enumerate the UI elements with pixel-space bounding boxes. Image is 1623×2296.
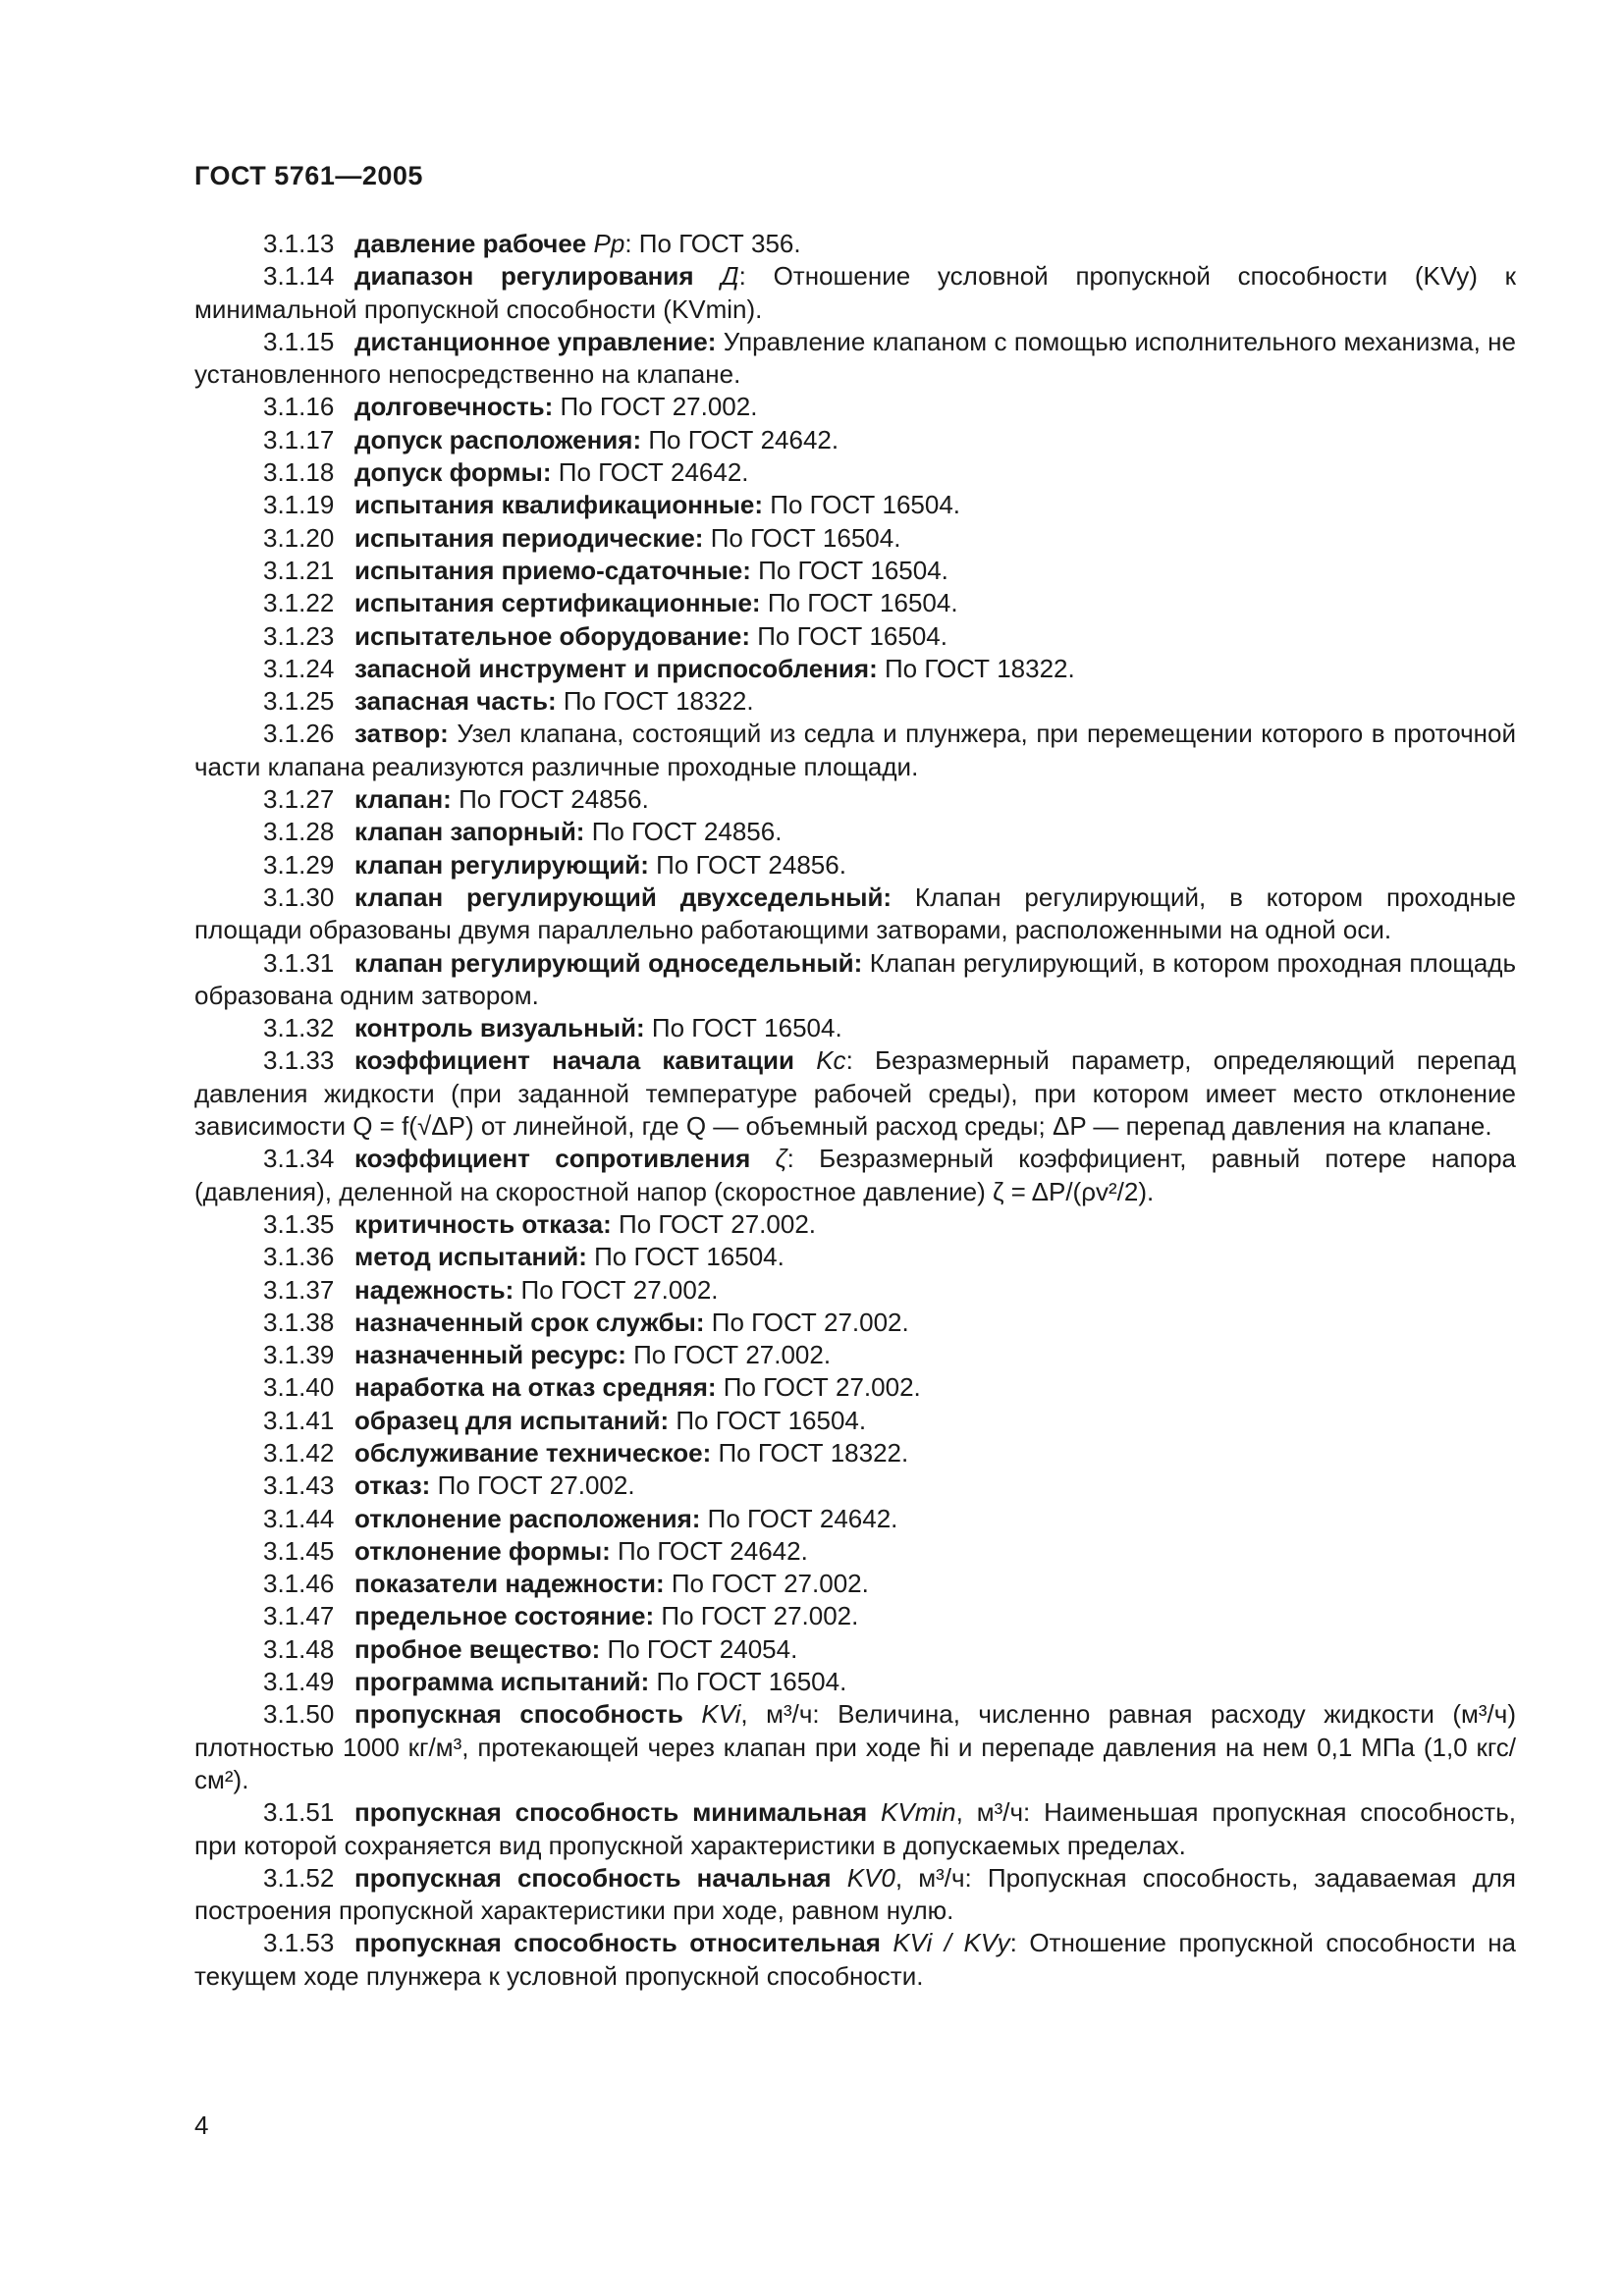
- standard-header: ГОСТ 5761—2005: [194, 161, 423, 190]
- entry-definition: По ГОСТ 24054.: [600, 1633, 798, 1664]
- entry-number: 3.1.40: [263, 1372, 335, 1403]
- entry-symbol: KVmin: [881, 1797, 956, 1828]
- entry-number: 3.1.27: [263, 784, 335, 815]
- definition-entry: [194, 653, 1516, 685]
- entry-symbol: ζ: [775, 1144, 787, 1174]
- entry-number: 3.1.33: [263, 1045, 335, 1076]
- definition-entry: [194, 1469, 1516, 1502]
- entry-number: 3.1.43: [263, 1470, 335, 1501]
- entry-definition: , м³/ч: Величина, численно равная расходу жидкости (м³/ч) плотностью 1000 кг/м³, протекающей через клапан при ходе h̄i и перепаде давления на нем 0,1 МПа (1,0 кгс/см²).: [194, 1699, 1516, 1794]
- entry-term: клапан:: [354, 784, 452, 815]
- entry-term: испытания квалификационные:: [354, 490, 764, 520]
- definitions-list: [194, 228, 1516, 1993]
- entry-definition: По ГОСТ 24642.: [641, 424, 839, 454]
- entry-number: 3.1.53: [263, 1928, 335, 1958]
- entry-definition: По ГОСТ 27.002.: [716, 1372, 921, 1403]
- entry-term: дистанционное управление:: [354, 326, 717, 356]
- entry-definition: : Отношение условной пропускной способности (KVy) к минимальной пропускной способности (KVmin).: [194, 261, 1516, 324]
- entry-number: 3.1.42: [263, 1437, 335, 1468]
- entry-term: испытания приемо-сдаточные:: [354, 555, 751, 585]
- entry-number: 3.1.50: [263, 1699, 335, 1730]
- definition-entry: [194, 1600, 1516, 1632]
- entry-term: контроль визуальный:: [354, 1013, 645, 1043]
- definition-entry: [194, 228, 1516, 260]
- definition-entry: [194, 1143, 1516, 1208]
- entry-number: 3.1.49: [263, 1667, 335, 1697]
- entry-term: показатели надежности:: [354, 1569, 665, 1599]
- entry-symbol: KVi / KVy: [893, 1928, 1010, 1958]
- entry-term: пробное вещество:: [354, 1633, 601, 1664]
- definition-entry: [194, 685, 1516, 718]
- definition-entry: [194, 1666, 1516, 1698]
- entry-definition: По ГОСТ 24856.: [451, 784, 649, 815]
- entry-definition: Клапан регулирующий, в котором проходные площади образованы двумя параллельно работающими затворами, расположенными на одной оси.: [194, 881, 1516, 945]
- definition-entry: [194, 783, 1516, 816]
- entry-number: 3.1.18: [263, 457, 335, 488]
- entry-definition: По ГОСТ 27.002.: [664, 1569, 869, 1599]
- definition-entry: [194, 522, 1516, 555]
- entry-number: 3.1.17: [263, 424, 335, 454]
- page-number: 4: [194, 2110, 209, 2140]
- definition-entry: [194, 489, 1516, 521]
- entry-definition: По ГОСТ 16504.: [703, 522, 901, 553]
- definition-entry: [194, 456, 1516, 489]
- entry-term: долговечность:: [354, 392, 554, 422]
- entry-term: отказ:: [354, 1470, 431, 1501]
- entry-symbol: Д: [721, 261, 739, 292]
- entry-definition: По ГОСТ 16504.: [760, 588, 958, 618]
- entry-term: критичность отказа:: [354, 1208, 612, 1239]
- entry-term: программа испытаний:: [354, 1667, 650, 1697]
- entry-number: 3.1.46: [263, 1569, 335, 1599]
- entry-definition: По ГОСТ 16504.: [669, 1405, 867, 1435]
- definition-entry: [194, 1012, 1516, 1044]
- definition-entry: [194, 1568, 1516, 1600]
- entry-number: 3.1.45: [263, 1535, 335, 1566]
- entry-definition: По ГОСТ 27.002.: [611, 1208, 816, 1239]
- entry-definition: : Безразмерный параметр, определяющий перепад давления жидкости (при заданной температуре рабочей среды), при котором имеет место отклонение зависимости Q = f(√ΔP) от линейной, где Q — объемный расход среды; ΔP — перепад давления на клапане.: [194, 1045, 1516, 1142]
- entry-definition: , м³/ч: Наименьшая пропускная способность, при которой сохраняется вид пропускной характеристики в допускаемых пределах.: [194, 1797, 1516, 1860]
- entry-term: наработка на отказ средняя:: [354, 1372, 717, 1403]
- entry-number: 3.1.47: [263, 1601, 335, 1631]
- entry-term: давление рабочее: [354, 229, 587, 258]
- entry-symbol: Pр: [593, 229, 625, 258]
- entry-number: 3.1.29: [263, 849, 335, 880]
- entry-definition: По ГОСТ 27.002.: [625, 1340, 832, 1370]
- entry-term: предельное состояние:: [354, 1601, 655, 1631]
- entry-definition: , м³/ч: Пропускная способность, задаваемая для построения пропускной характеристики при ходе, равном нулю.: [194, 1862, 1516, 1926]
- entry-number: 3.1.13: [263, 229, 335, 258]
- entry-symbol: KVi: [701, 1699, 741, 1730]
- entry-number: 3.1.35: [263, 1208, 335, 1239]
- definition-entry: [194, 620, 1516, 653]
- definition-entry: [194, 1796, 1516, 1862]
- entry-definition: По ГОСТ 24642.: [700, 1503, 898, 1533]
- entry-definition: По ГОСТ 24856.: [584, 817, 783, 847]
- entry-term: пропускная способность относительная: [354, 1928, 881, 1958]
- definition-entry: [194, 391, 1516, 423]
- entry-term: коэффициент начала кавитации: [354, 1045, 794, 1076]
- definition-entry: [194, 555, 1516, 587]
- entry-term: отклонение формы:: [354, 1535, 611, 1566]
- entry-definition: Управление клапаном с помощью исполнительного механизма, не установленного непосредственно на клапане.: [194, 326, 1516, 390]
- entry-term: испытательное оборудование:: [354, 620, 750, 651]
- entry-term: пропускная способность минимальная: [354, 1797, 868, 1828]
- entry-term: затвор:: [354, 719, 449, 749]
- entry-definition: По ГОСТ 27.002.: [514, 1274, 719, 1305]
- definition-entry: [194, 849, 1516, 881]
- definition-entry: [194, 1535, 1516, 1568]
- entry-definition: По ГОСТ 16504.: [649, 1667, 847, 1697]
- entry-definition: По ГОСТ 16504.: [749, 620, 947, 651]
- entry-term: испытания сертификационные:: [354, 588, 761, 618]
- entry-number: 3.1.20: [263, 522, 335, 553]
- definition-entry: [194, 326, 1516, 392]
- entry-number: 3.1.25: [263, 686, 335, 717]
- entry-term: образец для испытаний:: [354, 1405, 670, 1435]
- entry-definition: По ГОСТ 18322.: [877, 653, 1075, 683]
- entry-symbol: Kс: [816, 1045, 846, 1076]
- entry-number: 3.1.23: [263, 620, 335, 651]
- entry-term: надежность:: [354, 1274, 514, 1305]
- definition-entry: [194, 1698, 1516, 1796]
- entry-number: 3.1.22: [263, 588, 335, 618]
- entry-term: диапазон регулирования: [354, 261, 694, 292]
- definition-entry: [194, 816, 1516, 848]
- entry-definition: По ГОСТ 27.002.: [704, 1307, 909, 1337]
- entry-term: метод испытаний:: [354, 1242, 587, 1272]
- definition-entry: [194, 1339, 1516, 1371]
- entry-number: 3.1.28: [263, 817, 335, 847]
- definition-entry: [194, 260, 1516, 326]
- definition-entry: [194, 718, 1516, 783]
- entry-term: допуск формы:: [354, 457, 552, 488]
- entry-symbol: KV0: [846, 1862, 895, 1893]
- entry-term: назначенный срок службы:: [354, 1307, 705, 1337]
- entry-definition: По ГОСТ 24642.: [551, 457, 749, 488]
- entry-number: 3.1.37: [263, 1274, 335, 1305]
- entry-definition: : По ГОСТ 356.: [624, 229, 801, 258]
- definition-entry: [194, 947, 1516, 1013]
- entry-definition: : Безразмерный коэффициент, равный потере напора (давления), деленной на скоростной напор (скоростное давление) ζ = ΔP/(ρv²/2).: [194, 1144, 1516, 1206]
- entry-number: 3.1.44: [263, 1503, 335, 1533]
- entry-number: 3.1.51: [263, 1797, 335, 1828]
- entry-definition: По ГОСТ 16504.: [750, 555, 948, 585]
- entry-definition: По ГОСТ 27.002.: [654, 1601, 859, 1631]
- entry-number: 3.1.36: [263, 1242, 335, 1272]
- entry-term: отклонение расположения:: [354, 1503, 701, 1533]
- entry-number: 3.1.24: [263, 653, 335, 683]
- entry-definition: Узел клапана, состоящий из седла и плунжера, при перемещении которого в проточной части клапана реализуются различные проходные площади.: [194, 719, 1516, 781]
- entry-definition: По ГОСТ 18322.: [556, 686, 754, 717]
- entry-number: 3.1.15: [263, 326, 335, 356]
- definition-entry: [194, 1044, 1516, 1143]
- entry-number: 3.1.39: [263, 1340, 335, 1370]
- entry-definition: По ГОСТ 24856.: [648, 849, 846, 880]
- entry-term: обслуживание техническое:: [354, 1437, 712, 1468]
- definition-entry: [194, 1371, 1516, 1404]
- entry-term: коэффициент сопротивления: [354, 1144, 751, 1174]
- definition-entry: [194, 424, 1516, 456]
- entry-definition: : Отношение пропускной способности на текущем ходе плунжера к условной пропускной способности.: [194, 1928, 1517, 1991]
- entry-number: 3.1.32: [263, 1013, 335, 1043]
- definition-entry: [194, 1241, 1516, 1273]
- entry-number: 3.1.30: [263, 881, 335, 912]
- definition-entry: [194, 881, 1516, 947]
- definition-entry: [194, 1633, 1516, 1666]
- entry-definition: По ГОСТ 16504.: [763, 490, 961, 520]
- entry-number: 3.1.21: [263, 555, 335, 585]
- entry-term: клапан регулирующий:: [354, 849, 649, 880]
- entry-definition: По ГОСТ 27.002.: [430, 1470, 635, 1501]
- entry-number: 3.1.14: [263, 261, 335, 292]
- entry-definition: По ГОСТ 27.002.: [553, 392, 758, 422]
- entry-number: 3.1.19: [263, 490, 335, 520]
- entry-term: допуск расположения:: [354, 424, 642, 454]
- entry-term: запасная часть:: [354, 686, 557, 717]
- entry-definition: По ГОСТ 24642.: [610, 1535, 808, 1566]
- definition-entry: [194, 1503, 1516, 1535]
- definition-entry: [194, 1862, 1516, 1928]
- entry-term: испытания периодические:: [354, 522, 704, 553]
- entry-number: 3.1.34: [263, 1144, 335, 1174]
- entry-number: 3.1.52: [263, 1862, 335, 1893]
- entry-term: клапан запорный:: [354, 817, 585, 847]
- entry-number: 3.1.38: [263, 1307, 335, 1337]
- entry-definition: По ГОСТ 16504.: [644, 1013, 842, 1043]
- entry-term: пропускная способность начальная: [354, 1862, 832, 1893]
- entry-term: пропускная способность: [354, 1699, 683, 1730]
- entry-term: назначенный ресурс:: [354, 1340, 626, 1370]
- entry-number: 3.1.16: [263, 392, 335, 422]
- entry-term: клапан регулирующий односедельный:: [354, 947, 863, 978]
- entry-definition: Клапан регулирующий, в котором проходная площадь образована одним затвором.: [194, 947, 1516, 1010]
- definition-entry: [194, 1208, 1516, 1241]
- definition-entry: [194, 1274, 1516, 1307]
- entry-number: 3.1.41: [263, 1405, 335, 1435]
- entry-definition: По ГОСТ 18322.: [711, 1437, 909, 1468]
- entry-definition: По ГОСТ 16504.: [586, 1242, 784, 1272]
- entry-number: 3.1.31: [263, 947, 335, 978]
- entry-number: 3.1.48: [263, 1633, 335, 1664]
- definition-entry: [194, 1927, 1516, 1993]
- definition-entry: [194, 1405, 1516, 1437]
- definition-entry: [194, 1307, 1516, 1339]
- entry-term: клапан регулирующий двухседельный:: [354, 881, 893, 912]
- entry-term: запасной инструмент и приспособления:: [354, 653, 878, 683]
- definition-entry: [194, 1437, 1516, 1469]
- entry-number: 3.1.26: [263, 719, 335, 749]
- definition-entry: [194, 587, 1516, 619]
